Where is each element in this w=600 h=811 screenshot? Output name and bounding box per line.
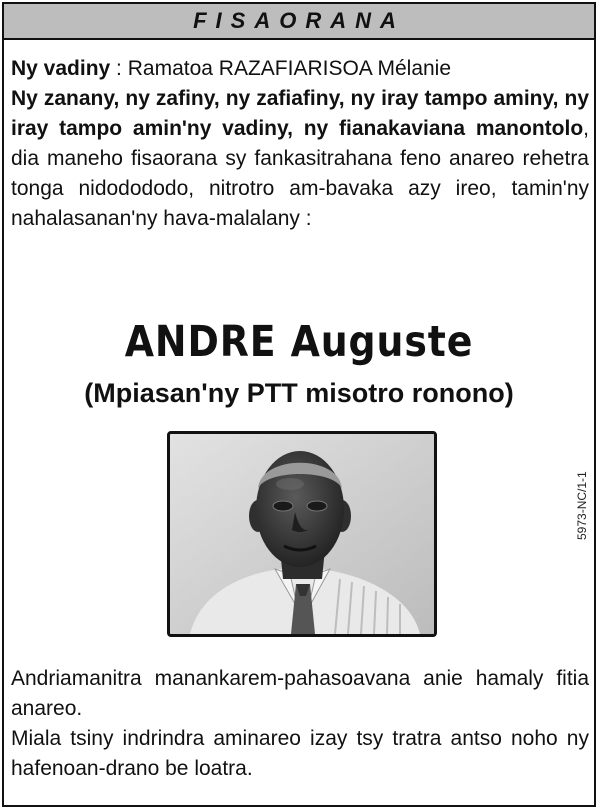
deceased-role: (Mpiasan'ny PTT misotro ronono) xyxy=(84,378,514,408)
widow-label: Ny vadiny xyxy=(11,57,111,80)
widow-separator: : xyxy=(110,57,128,80)
closing-paragraph xyxy=(11,664,589,784)
portrait-photo xyxy=(167,431,437,637)
widow-line xyxy=(11,54,589,84)
thanks-paragraph xyxy=(11,84,589,234)
header-band xyxy=(4,4,594,40)
intro-paragraph xyxy=(11,54,589,234)
portrait-illustration xyxy=(170,434,434,634)
deceased-block xyxy=(4,316,594,412)
widow-name: Ramatoa RAZAFIARISOA Mélanie xyxy=(127,57,452,80)
deceased-name-wrap xyxy=(4,316,594,368)
reference-code: 5973-NC/1-1 xyxy=(575,471,589,540)
notice-title: FISAORANA xyxy=(193,8,405,33)
obituary-notice xyxy=(2,2,596,807)
blessing-line: Andriamanitra manankarem-pahasoavana anie hamaly fitia anareo. xyxy=(11,667,589,720)
apology-line: Miala tsiny indrindra aminareo izay tsy tratra antso noho ny hafenoan-drano be loatra. xyxy=(11,727,589,780)
family-members: Ny zanany, ny zafiny, ny zafiafiny, ny iray tampo aminy, ny iray tampo amin'ny vadiny, ny fianakaviana manontolo xyxy=(11,87,589,140)
thanks-text: , dia maneho fisaorana sy fankasitrahana feno anareo rehetra tonga nidodododo, nitrotro am-bavaka azy ireo, tamin'ny nahalasanan'ny hava-malalany : xyxy=(11,117,589,230)
deceased-name: ANDRE Auguste xyxy=(124,317,474,367)
